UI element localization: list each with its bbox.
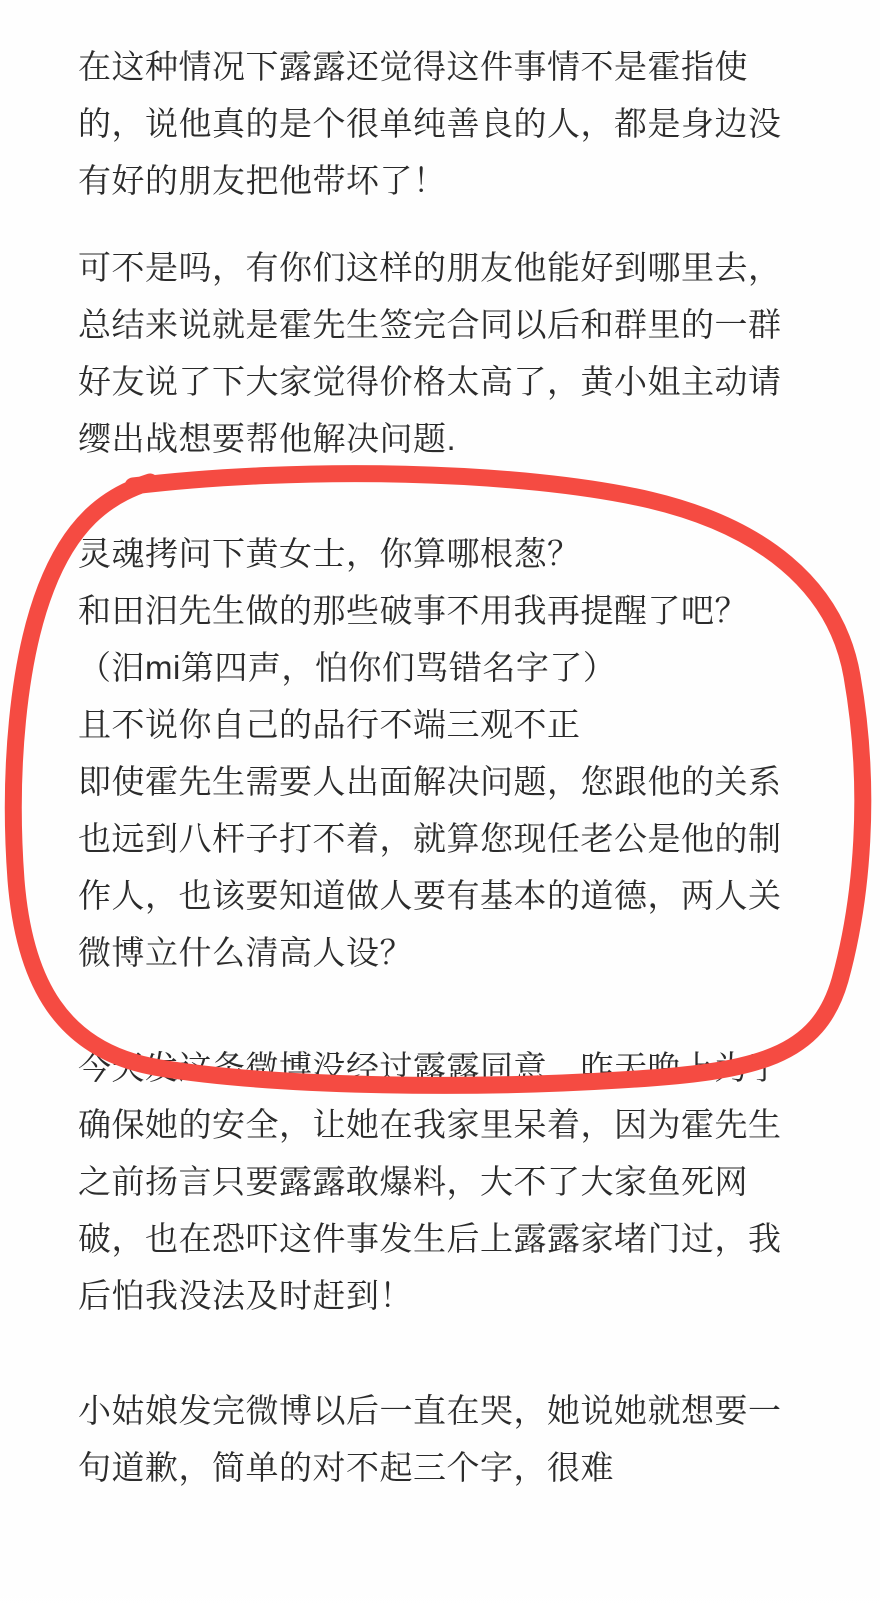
paragraph-3: 灵魂拷问下黄女士，你算哪根葱？ bbox=[78, 535, 581, 572]
paragraph-5: 且不说你自己的品行不端三观不正 bbox=[78, 706, 581, 743]
bottom-fade bbox=[0, 1579, 880, 1619]
paragraph-7: 今天发这条微博没经过露露同意，昨天晚上为了确保她的安全，让她在我家里呆着，因为霍先生之前扬言只要露露敢爆料，大不了大家鱼死网破，也在恐吓这件事发生后上露露家堵门过，我后怕我没法及时赶到！ bbox=[78, 1049, 782, 1314]
paragraph-4: 和田汨先生做的那些破事不用我再提醒了吧？（汨mi第四声，怕你们骂错名字了） bbox=[78, 592, 748, 686]
paragraph-1: 在这种情况下露露还觉得这件事情不是霍指使的，说他真的是个很单纯善良的人，都是身边没有好的朋友把他带坏了！ bbox=[78, 48, 782, 199]
paragraph-spacer bbox=[0, 981, 880, 1039]
paragraph-6: 即使霍先生需要人出面解决问题，您跟他的关系也远到八杆子打不着，就算您现任老公是他的制作人，也该要知道做人要有基本的道德，两人关微博立什么清高人设？ bbox=[78, 763, 782, 971]
paragraph-2: 可不是吗，有你们这样的朋友他能好到哪里去，总结来说就是霍先生签完合同以后和群里的一群好友说了下大家觉得价格太高了，黄小姐主动请缨出战想要帮他解决问题. bbox=[78, 249, 782, 457]
paragraph-spacer bbox=[0, 209, 880, 239]
paragraph-spacer bbox=[0, 1324, 880, 1382]
paragraph-8: 小姑娘发完微博以后一直在哭，她说她就想要一句道歉，简单的对不起三个字，很难 bbox=[78, 1392, 782, 1486]
paragraph-spacer bbox=[0, 467, 880, 525]
